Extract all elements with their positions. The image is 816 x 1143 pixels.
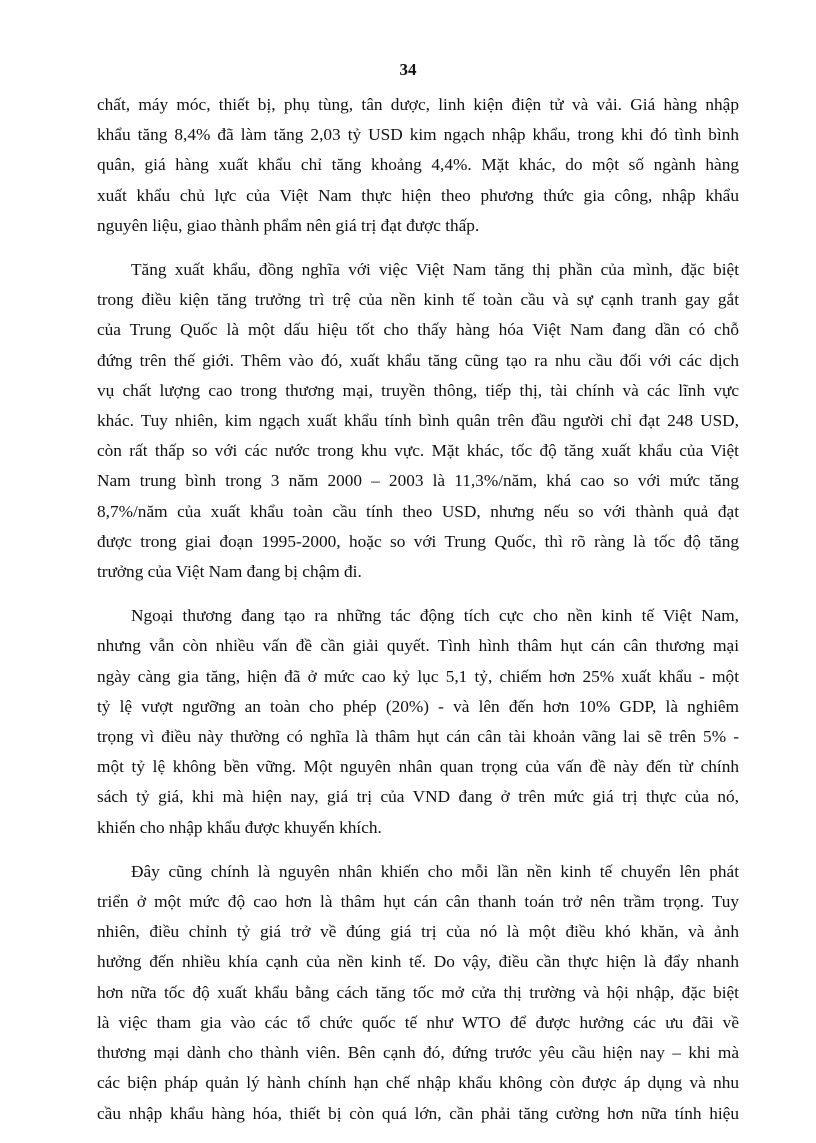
text-line: được trong giai đoạn 1995-2000, hoặc so với Trung Quốc, thì rõ ràng là tốc độ tăng [97,531,739,551]
document-body [97,90,739,1143]
text-line: của Trung Quốc là một dấu hiệu tốt cho thấy hàng hóa Việt Nam đang dần có chỗ [97,320,739,340]
paragraph [97,255,739,587]
text-line: nguyên liệu, giao thành phẩm nên giá trị đạt được thấp. [97,215,480,235]
text-line: nhưng vẫn còn nhiều vấn đề cần giải quyết. Tình hình thâm hụt cán cân thương mại [97,636,739,656]
paragraph [97,90,739,241]
text-line: triển ở một mức độ cao hơn là thâm hụt cán cân thanh toán trở nên trầm trọng. Tuy [97,892,739,912]
text-line: 8,7%/năm của xuất khẩu toàn cầu tính theo USD, nhưng nếu so với thành quả đạt [97,501,739,521]
text-line: tỷ lệ vượt ngưỡng an toàn cho phép (20%) - và lên đến hơn 10% GDP, là nghiêm [97,696,739,716]
text-line: trọng vì điều này thường có nghĩa là thâm hụt cán cân tài khoản vãng lai sẽ trên 5% - [97,727,739,747]
text-line: trong điều kiện tăng trưởng trì trệ của nền kinh tế toàn cầu và sự cạnh tranh gay gắt [97,290,739,310]
text-line: Tăng xuất khẩu, đồng nghĩa với việc Việt Nam tăng thị phần của mình, đặc biệt [131,260,739,280]
text-line: một tỷ lệ không bền vững. Một nguyên nhân quan trọng của vấn đề này đến từ chính [97,757,739,777]
text-line: cầu nhập khẩu hàng hóa, thiết bị còn quá lớn, cần phải tăng cường hơn nữa tính hiệu [97,1103,739,1123]
text-line: khẩu tăng 8,4% đã làm tăng 2,03 tỷ USD kim ngạch nhập khẩu, trong khi đó tình bình [97,125,739,145]
text-line: sách tỷ giá, khi mà hiện nay, giá trị của VND đang ở trên mức giá trị thực của nó, [97,787,739,807]
text-line: hơn nữa tốc độ xuất khẩu bằng cách tăng tốc mở cửa thị trường và hội nhập, đặc biệt [97,982,739,1002]
paragraph [97,601,739,843]
paragraph [97,857,739,1129]
text-line: hưởng đến nhiều khía cạnh của nền kinh tế. Do vậy, điều cần thực hiện là đẩy nhanh [97,952,739,972]
text-line: là việc tham gia vào các tổ chức quốc tế như WTO để được hưởng các ưu đãi về [97,1012,739,1032]
text-line: Đây cũng chính là nguyên nhân khiến cho mỗi lần nền kinh tế chuyển lên phát [131,861,739,881]
text-line: xuất khẩu chủ lực của Việt Nam thực hiện theo phương thức gia công, nhập khẩu [97,185,739,205]
text-line: thương mại dành cho thành viên. Bên cạnh đó, đứng trước yêu cầu hiện nay – khi mà [97,1043,739,1063]
text-line: vụ chất lượng cao trong thương mại, truyền thông, tiếp thị, tài chính và các lĩnh vực [97,380,739,400]
text-line: khiến cho nhập khẩu được khuyến khích. [97,817,382,837]
text-line: quân, giá hàng xuất khẩu chỉ tăng khoảng 4,4%. Mặt khác, do một số ngành hàng [97,155,739,175]
text-line: ngày càng gia tăng, hiện đã ở mức cao kỷ lục 5,1 tỷ, chiếm hơn 25% xuất khẩu - một [97,666,739,686]
text-line: khác. Tuy nhiên, kim ngạch xuất khẩu tính bình quân trên đầu người chỉ đạt 248 USD, [97,411,739,431]
text-line: chất, máy móc, thiết bị, phụ tùng, tân dược, linh kiện điện tử và vải. Giá hàng nhập [97,95,739,114]
text-line: các biện pháp quản lý hành chính hạn chế nhập khẩu không còn được áp dụng và nhu [97,1073,739,1093]
page-number: 34 [399,60,417,79]
text-line: còn rất thấp so với các nước trong khu vực. Mặt khác, tốc độ tăng xuất khẩu của Việt [97,441,739,461]
text-line: Ngoại thương đang tạo ra những tác động tích cực cho nền kinh tế Việt Nam, [131,606,739,626]
text-line: nhiên, điều chỉnh tỷ giá trở về đúng giá trị của nó là một điều khó khăn, và ảnh [97,922,739,942]
text-line: đứng trên thế giới. Thêm vào đó, xuất khẩu tăng cũng tạo ra nhu cầu đối với các dịch [97,350,739,370]
text-line: Nam trung bình trong 3 năm 2000 – 2003 là 11,3%/năm, khá cao so với mức tăng [97,471,739,491]
text-line: trưởng của Việt Nam đang bị chậm đi. [97,562,362,582]
